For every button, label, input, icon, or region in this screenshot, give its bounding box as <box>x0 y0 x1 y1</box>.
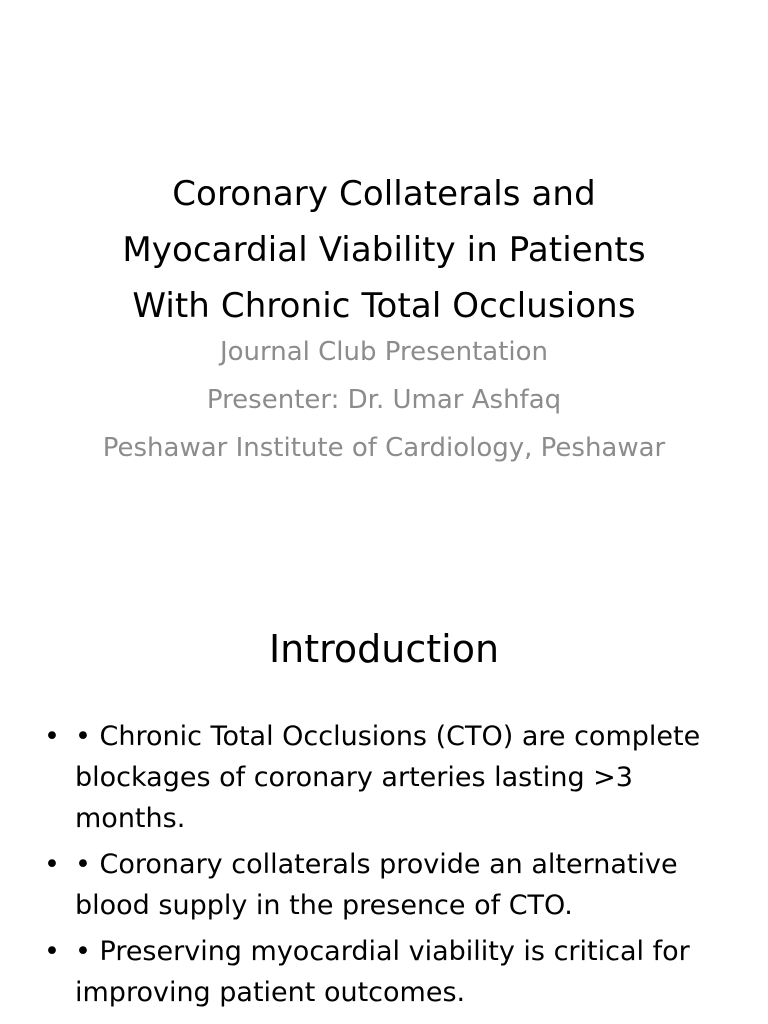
bullet-text: • Chronic Total Occlusions (CTO) are complete blockages of coronary arteries lasting >3 months. <box>75 721 701 834</box>
bullet-marker: • <box>44 936 60 967</box>
title-line: Coronary Collaterals and <box>172 174 596 214</box>
bullet-item <box>40 931 730 1013</box>
bullet-text: • Coronary collaterals provide an alternative blood supply in the presence of CTO. <box>75 849 678 921</box>
bullet-marker: • <box>44 849 60 880</box>
bullet-list <box>40 716 730 1018</box>
slide-title <box>40 166 728 334</box>
bullet-item <box>40 844 730 926</box>
slide-subtitle <box>60 332 708 476</box>
subtitle-line: Journal Club Presentation <box>219 337 549 367</box>
bullet-marker: • <box>44 721 60 752</box>
slide-title: Introduction <box>268 627 500 671</box>
bullet-item <box>40 716 730 839</box>
title-line: Myocardial Viability in Patients <box>122 230 646 270</box>
subtitle-line: Presenter: Dr. Umar Ashfaq <box>206 385 562 415</box>
introduction-slide <box>0 576 768 1024</box>
title-line: With Chronic Total Occlusions <box>132 286 636 326</box>
bullet-text: • Preserving myocardial viability is critical for improving patient outcomes. <box>75 936 690 1008</box>
subtitle-line: Peshawar Institute of Cardiology, Peshawar <box>102 433 666 463</box>
